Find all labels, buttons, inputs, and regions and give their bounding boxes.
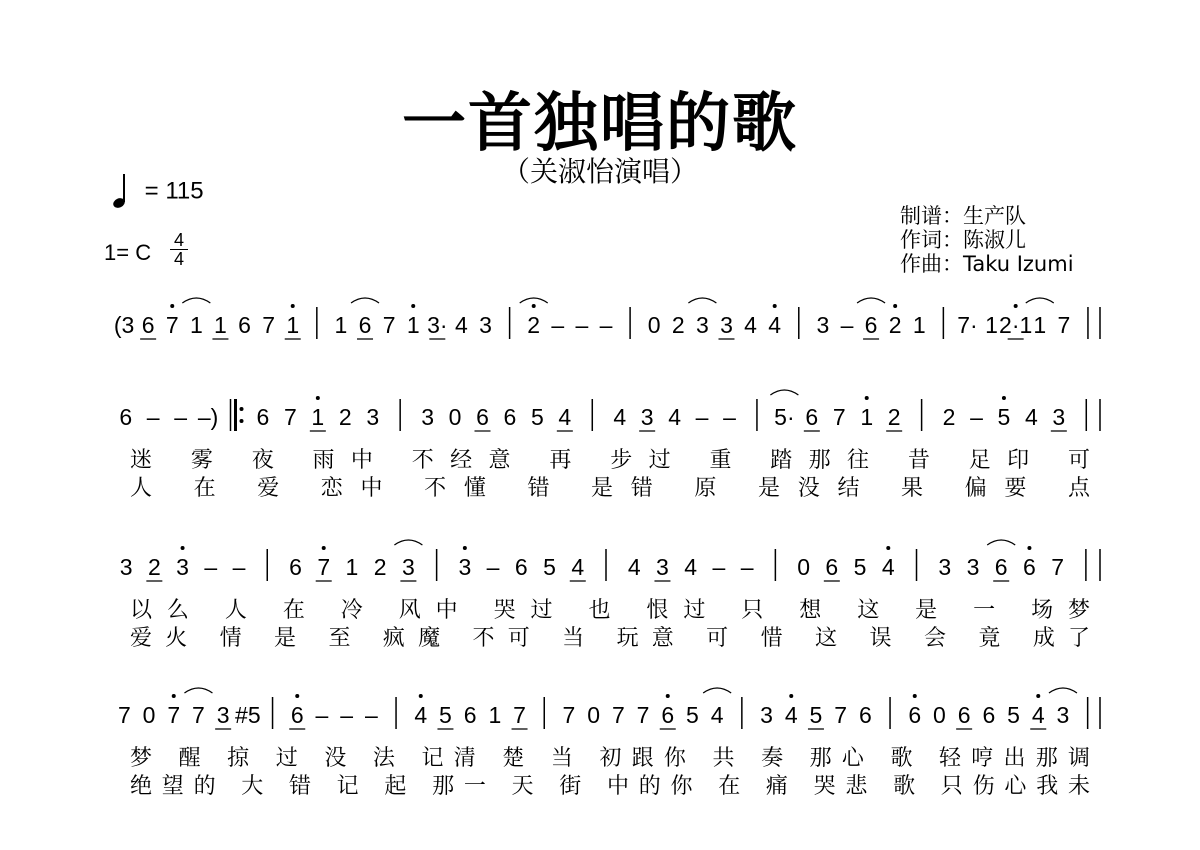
- note: –: [340, 702, 354, 728]
- note: 4: [558, 404, 572, 430]
- note: –: [712, 554, 726, 580]
- note: 7: [382, 312, 396, 338]
- note: 6: [858, 702, 872, 728]
- note: 7: [192, 702, 205, 728]
- note: 6: [514, 554, 528, 580]
- note: 3: [366, 404, 380, 430]
- note: 6: [463, 702, 477, 728]
- note: 3: [1052, 404, 1066, 430]
- note: 5: [530, 404, 544, 430]
- note: 0: [797, 554, 810, 580]
- note: 2: [373, 554, 387, 580]
- note: 7: [636, 702, 650, 728]
- note: –: [204, 554, 218, 580]
- note: 0: [587, 702, 601, 728]
- note: 7: [317, 554, 331, 580]
- note: 7: [1051, 554, 1065, 580]
- note: 3·: [427, 312, 448, 338]
- note: 0: [142, 702, 156, 728]
- note: #5: [235, 702, 261, 728]
- lyrics-verse-2: 人 在 爱 恋中 不懂 错 是错 原 是没结 果 偏要 点: [130, 475, 1090, 500]
- credit-arranger: 制谱：生产队: [900, 204, 1026, 228]
- note: 0: [933, 702, 946, 728]
- note: 6: [238, 312, 251, 338]
- note: 1: [214, 312, 227, 338]
- note: 4: [1031, 702, 1045, 728]
- note: 6: [661, 702, 675, 728]
- note: –: [551, 312, 565, 338]
- note: 6: [982, 702, 996, 728]
- note: 2·1: [999, 312, 1033, 338]
- note: 6: [825, 554, 839, 580]
- note: 7: [834, 702, 848, 728]
- note: 4: [768, 312, 782, 338]
- note: 3: [966, 554, 980, 580]
- note: 1: [985, 312, 998, 338]
- note: 5: [543, 554, 556, 580]
- note: 6: [1023, 554, 1036, 580]
- note: 3: [695, 312, 709, 338]
- note: 3: [816, 312, 830, 338]
- note: 5: [853, 554, 867, 580]
- note: 6: [289, 554, 302, 580]
- note: –: [146, 404, 160, 430]
- note: –: [364, 702, 378, 728]
- note: 4: [455, 312, 468, 338]
- note: 6: [864, 312, 878, 338]
- note: 3: [458, 554, 472, 580]
- song-subtitle: （关淑怡演唱）: [501, 155, 698, 188]
- note: 7: [832, 404, 846, 430]
- score-line: [120, 540, 1100, 650]
- note: 0: [647, 312, 661, 338]
- note: 2: [942, 404, 956, 430]
- note: 4: [613, 404, 627, 430]
- note: 7: [167, 702, 181, 728]
- note: 7: [611, 702, 625, 728]
- note: 7: [117, 702, 131, 728]
- note: –: [840, 312, 854, 338]
- note: 2: [338, 404, 352, 430]
- note: –: [695, 404, 709, 430]
- note: 6: [957, 702, 971, 728]
- note: 0: [448, 404, 462, 430]
- note: 3: [656, 554, 669, 580]
- note: 7: [513, 702, 526, 728]
- note: 5: [809, 702, 823, 728]
- note: –: [740, 554, 754, 580]
- lyrics-verse-2: 爱火 情 是 至 疯魔 不可 当 玩意 可 惜 这 误 会 竟 成了: [130, 625, 1091, 650]
- note: 4: [571, 554, 585, 580]
- note: 2: [671, 312, 685, 338]
- lyrics-verse-1: 以么 人 在 冷 风中 哭过 也 恨过 只 想 这 是 一 场梦: [130, 597, 1090, 622]
- note: 5: [1007, 702, 1020, 728]
- note: 7: [283, 404, 297, 430]
- note: 7: [165, 312, 179, 338]
- note: –: [174, 404, 188, 430]
- note: 3: [479, 312, 492, 338]
- note: 2: [147, 554, 161, 580]
- key-signature: 1= C: [104, 240, 152, 265]
- note: 3: [938, 554, 952, 580]
- note: 2: [527, 312, 541, 338]
- note: 4: [784, 702, 798, 728]
- note: 3: [176, 554, 189, 580]
- song-title: 一首独唱的歌: [402, 87, 798, 161]
- note: 6: [476, 404, 489, 430]
- note: 2: [887, 404, 901, 430]
- note: 1: [912, 312, 926, 338]
- time-signature-top: 4: [173, 230, 184, 250]
- note: 3: [421, 404, 435, 430]
- note: –: [599, 312, 613, 338]
- note: 1: [286, 312, 300, 338]
- score-line: [114, 298, 1100, 339]
- note: (3: [113, 312, 135, 338]
- note: 6: [119, 404, 133, 430]
- note: –: [315, 702, 329, 728]
- note: 2: [888, 312, 902, 338]
- note: 7: [562, 702, 576, 728]
- note: 5: [997, 404, 1011, 430]
- note: 3: [760, 702, 773, 728]
- note: 1: [189, 312, 203, 338]
- note: 4: [710, 702, 724, 728]
- note: 4: [668, 404, 682, 430]
- note: 6: [358, 312, 372, 338]
- credit-lyricist: 作词：陈淑儿: [900, 228, 1026, 252]
- note: 5: [686, 702, 699, 728]
- note: –: [486, 554, 500, 580]
- note: 5: [439, 702, 452, 728]
- note: –): [197, 404, 219, 430]
- time-signature-bottom: 4: [173, 249, 184, 269]
- score-line: [118, 688, 1100, 798]
- note: 1: [1033, 312, 1047, 338]
- note: 4: [684, 554, 698, 580]
- lyrics-verse-2: 绝望的 大 错 记 起 那一 天 街 中的你 在 痛 哭悲 歌 只伤心我未: [130, 773, 1090, 798]
- score-line: [119, 390, 1100, 500]
- note: 3: [119, 554, 133, 580]
- lyrics-verse-1: 梦 醒 掠 过 没 法 记清 楚 当 初跟你 共 奏 那心 歌 轻哼出那调: [130, 745, 1090, 770]
- note: 7: [262, 312, 276, 338]
- note: 6: [290, 702, 304, 728]
- note: 1: [488, 702, 502, 728]
- note: 1: [311, 404, 325, 430]
- note: 4: [744, 312, 757, 338]
- note: 4: [1024, 404, 1038, 430]
- note: 6: [503, 404, 517, 430]
- note: 7: [1057, 312, 1071, 338]
- note: 4: [627, 554, 641, 580]
- note: 1: [406, 312, 420, 338]
- note: –: [232, 554, 246, 580]
- note: 5·: [774, 404, 795, 430]
- note: –: [723, 404, 736, 430]
- note: 3: [402, 554, 415, 580]
- note: 4: [414, 702, 428, 728]
- credit-composer: 作曲：Taku Izumi: [900, 252, 1074, 276]
- note: 3: [216, 702, 230, 728]
- note: 6: [805, 404, 819, 430]
- lyrics-verse-1: 迷 雾 夜 雨中 不经意 再 步过 重 踏那往 昔 足印 可: [130, 447, 1090, 472]
- note: 6: [908, 702, 922, 728]
- note: 3: [720, 312, 733, 338]
- note: 6: [141, 312, 155, 338]
- note: 3: [640, 404, 654, 430]
- note: –: [970, 404, 983, 430]
- note: 4: [881, 554, 895, 580]
- note: 6: [994, 554, 1008, 580]
- note: 6: [256, 404, 270, 430]
- note: 3: [1056, 702, 1070, 728]
- note: 1: [334, 312, 348, 338]
- note: 7·: [957, 312, 978, 338]
- note: 1: [860, 404, 874, 430]
- tempo-value: = 115: [144, 177, 204, 205]
- note: 1: [345, 554, 359, 580]
- note: –: [575, 312, 589, 338]
